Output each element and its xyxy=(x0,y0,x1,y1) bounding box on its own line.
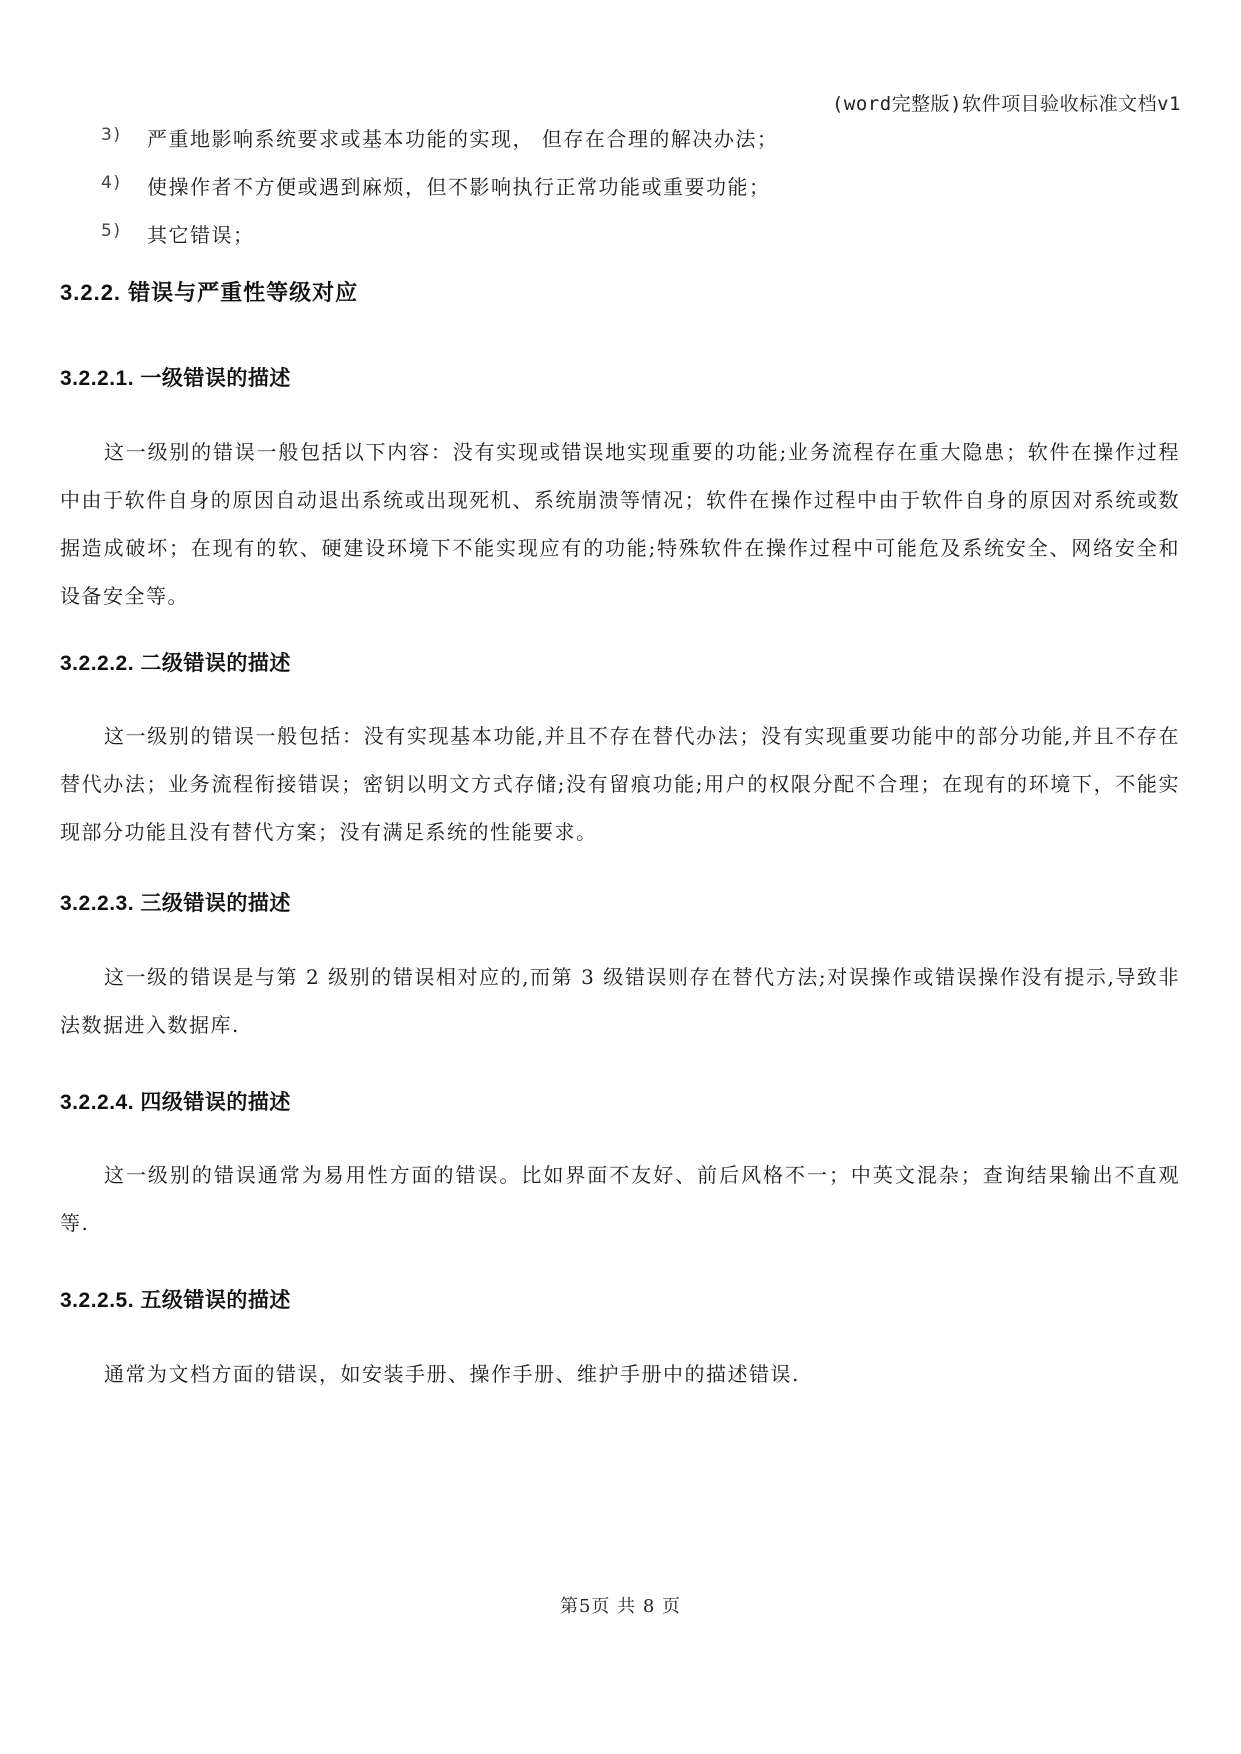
subsection-heading-level-1: 3.2.2.1. 一级错误的描述 xyxy=(60,367,291,390)
list-item xyxy=(101,123,778,171)
running-header: (word完整版)软件项目验收标准文档v1 xyxy=(831,93,1181,115)
list-item-text: 使操作者不方便或遇到麻烦，但不影响执行正常功能或重要功能； xyxy=(147,175,771,199)
subsection-body-level-2: 这一级别的错误一般包括：没有实现基本功能,并且不存在替代办法；没有实现重要功能中的部分功能,并且不存在替代办法；业务流程衔接错误；密钥以明文方式存储;没有留痕功能;用户的权限分配不合理；在现有的环境下，不能实现部分功能且没有替代方案；没有满足系统的性能要求。 xyxy=(60,724,1180,844)
subsection-heading-level-5: 3.2.2.5. 五级错误的描述 xyxy=(60,1289,291,1312)
list-item-text: 其它错误； xyxy=(147,223,255,247)
page-number-footer: 第5页 共 8 页 xyxy=(559,1596,682,1617)
list-item-number: 5) xyxy=(101,221,122,241)
list-item-text: 严重地影响系统要求或基本功能的实现， 但存在合理的解决办法； xyxy=(147,127,779,151)
section-heading: 3.2.2. 错误与严重性等级对应 xyxy=(60,280,359,305)
subsection-heading-level-4: 3.2.2.4. 四级错误的描述 xyxy=(60,1091,291,1114)
error-level-list xyxy=(101,123,778,267)
list-item-number: 3) xyxy=(101,125,122,145)
subsection-body-level-3: 这一级的错误是与第 2 级别的错误相对应的,而第 3 级错误则存在替代方法;对误操作或错误操作没有提示,导致非法数据进入数据库. xyxy=(60,965,1180,1037)
subsection-body-level-5: 通常为文档方面的错误，如安装手册、操作手册、维护手册中的描述错误. xyxy=(104,1362,800,1386)
subsection-heading-level-3: 3.2.2.3. 三级错误的描述 xyxy=(60,892,291,915)
list-item xyxy=(101,219,778,267)
list-item xyxy=(101,171,778,219)
subsection-body-level-1: 这一级别的错误一般包括以下内容：没有实现或错误地实现重要的功能;业务流程存在重大隐患；软件在操作过程中由于软件自身的原因自动退出系统或出现死机、系统崩溃等情况；软件在操作过程中由于软件自身的原因对系统或数据造成破坏；在现有的软、硬建设环境下不能实现应有的功能;特殊软件在操作过程中可能危及系统安全、网络安全和设备安全等。 xyxy=(60,440,1180,608)
list-item-number: 4) xyxy=(101,173,122,193)
subsection-heading-level-2: 3.2.2.2. 二级错误的描述 xyxy=(60,652,291,675)
subsection-body-level-4: 这一级别的错误通常为易用性方面的错误。比如界面不友好、前后风格不一；中英文混杂；查询结果输出不直观等. xyxy=(60,1163,1180,1235)
